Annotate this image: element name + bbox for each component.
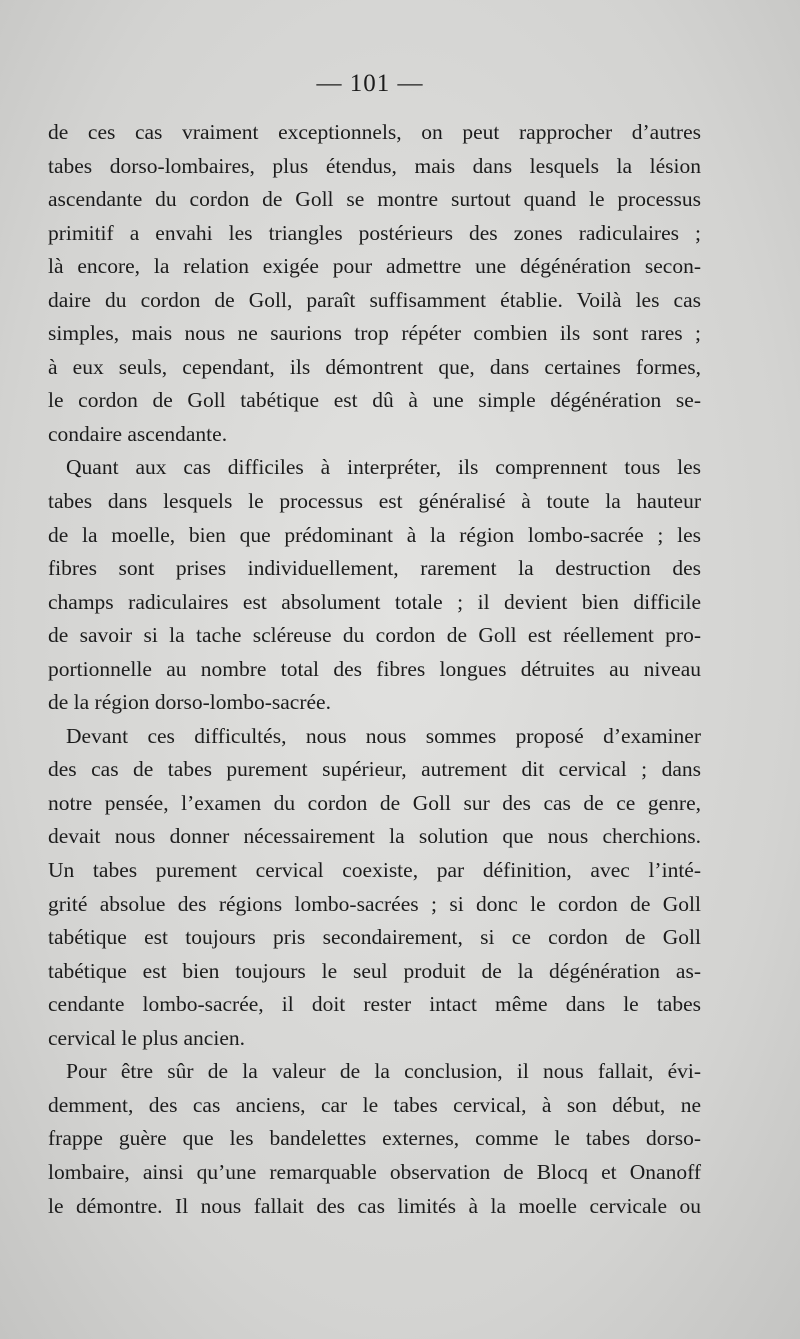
text-line: tabétique est toujours pris secondairement, si ce cordon de Goll xyxy=(48,925,701,950)
text-line: condaire ascendante. xyxy=(48,421,228,446)
text-line: Devant ces difficultés, nous nous sommes proposé d’examiner xyxy=(66,723,701,748)
text-line: demment, des cas anciens, car le tabes cervical, à son début, ne xyxy=(48,1092,701,1117)
text-line: fibres sont prises individuellement, rarement la destruction des xyxy=(48,556,701,581)
page-number: — 101 — xyxy=(316,70,424,97)
text-line: tabes dorso-lombaires, plus étendus, mais dans lesquels la lésion xyxy=(48,153,701,178)
paragraph xyxy=(48,1055,701,1223)
text-line: des cas de tabes purement supérieur, autrement dit cervical ; dans xyxy=(48,757,701,782)
text-line: de la région dorso-lombo-sacrée. xyxy=(48,690,331,715)
text-line: frappe guère que les bandelettes externes, comme le tabes dorso- xyxy=(48,1126,701,1151)
text-line: champs radiculaires est absolument totale ; il devient bien difficile xyxy=(48,589,701,614)
text-line: de savoir si la tache scléreuse du cordon de Goll est réellement pro- xyxy=(48,623,701,648)
text-line: là encore, la relation exigée pour admettre une dégénération secon- xyxy=(48,254,701,279)
paragraph xyxy=(48,720,701,1055)
text-line: Un tabes purement cervical coexiste, par définition, avec l’inté- xyxy=(48,858,701,883)
paragraph xyxy=(48,451,701,719)
text-line: de la moelle, bien que prédominant à la région lombo-sacrée ; les xyxy=(48,522,701,547)
text-line: primitif a envahi les triangles postérieurs des zones radiculaires ; xyxy=(48,220,701,245)
text-line: daire du cordon de Goll, paraît suffisamment établie. Voilà les cas xyxy=(48,287,701,312)
text-line: devait nous donner nécessairement la solution que nous cherchions. xyxy=(48,824,701,849)
text-line: cervical le plus ancien. xyxy=(48,1025,245,1050)
text-line: tabes dans lesquels le processus est généralisé à toute la hauteur xyxy=(48,489,701,514)
text-line: de ces cas vraiment exceptionnels, on peut rapprocher d’autres xyxy=(48,120,701,144)
text-line: le cordon de Goll tabétique est dû à une simple dégénération se- xyxy=(48,388,701,413)
text-line: Pour être sûr de la valeur de la conclusion, il nous fallait, évi- xyxy=(66,1059,701,1084)
text-line: à eux seuls, cependant, ils démontrent que, dans certaines formes, xyxy=(48,354,701,379)
body-text xyxy=(48,116,701,1223)
text-line: grité absolue des régions lombo-sacrées ; si donc le cordon de Goll xyxy=(48,891,701,916)
paragraph xyxy=(48,116,701,451)
text-line: lombaire, ainsi qu’une remarquable observation de Blocq et Onanoff xyxy=(48,1159,701,1184)
text-line: simples, mais nous ne saurions trop répéter combien ils sont rares ; xyxy=(48,321,701,346)
text-line: portionnelle au nombre total des fibres longues détruites au niveau xyxy=(48,656,701,681)
text-line: Quant aux cas difficiles à interpréter, ils comprennent tous les xyxy=(66,455,701,480)
text-line: le démontre. Il nous fallait des cas limités à la moelle cervicale ou xyxy=(48,1193,701,1218)
text-line: cendante lombo-sacrée, il doit rester intact même dans le tabes xyxy=(48,992,701,1017)
text-line: tabétique est bien toujours le seul produit de la dégénération as- xyxy=(48,958,701,983)
text-line: notre pensée, l’examen du cordon de Goll sur des cas de ce genre, xyxy=(48,790,701,815)
text-line: ascendante du cordon de Goll se montre surtout quand le processus xyxy=(48,187,701,212)
